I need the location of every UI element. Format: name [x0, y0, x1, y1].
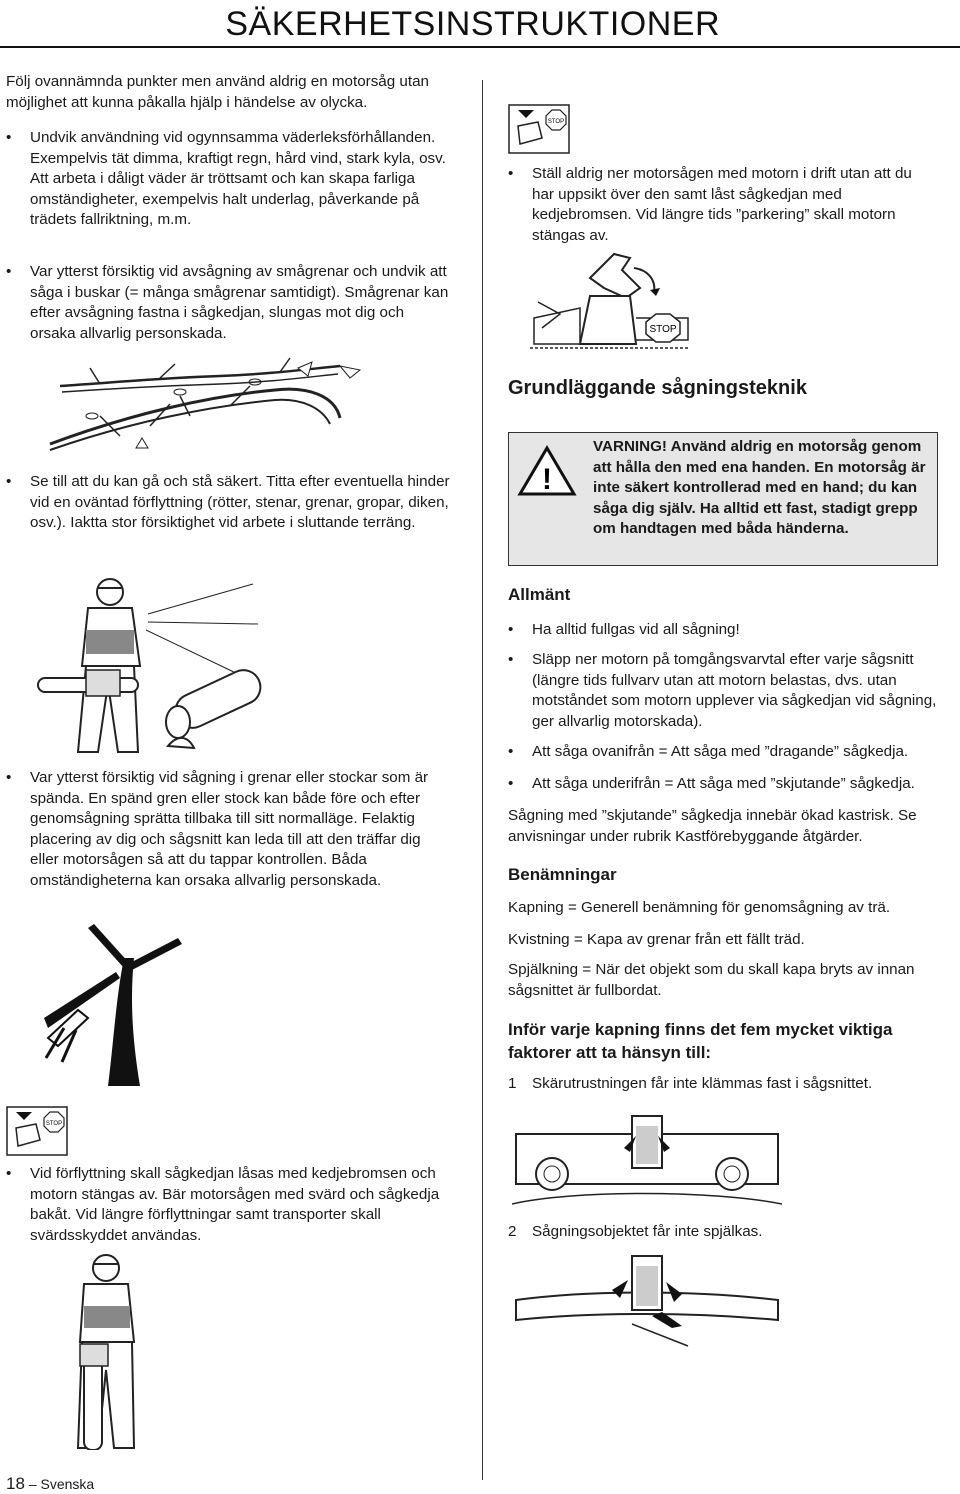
operator-carrying-saw-illustration — [68, 1250, 188, 1450]
list-item-text: Ställ aldrig ner motorsågen med motorn i drift utan att du har uppsikt över den samt låst sågkedjan med kedjebromsen. Vid längre tids ”parkering” skall motorn stängas av. — [532, 165, 912, 244]
bullet-dot: • — [508, 651, 514, 668]
parked-saw-illustration — [530, 248, 690, 358]
pinched-bar-illustration — [512, 1108, 782, 1208]
list-item-text: Undvik användning vid ogynnsamma väderleksförhållanden. Exempelvis tät dimma, kraftigt regn, hård vind, stark kyla, osv. Att arbeta i dåligt väder är tröttsamt och kan skapa farliga omständigheter, exempelvis halt underlag, påverkande på trädets fallriktning, m.m. — [30, 129, 446, 228]
item-text: Skärutrustningen får inte klämmas fast i sågsnittet. — [532, 1075, 873, 1092]
section-heading: Allmänt — [508, 585, 571, 604]
stop-label: STOP — [649, 324, 677, 335]
list-item-text: Att såga underifrån = Att såga med ”skjutande” sågkedja. — [532, 775, 915, 792]
warning-box — [508, 432, 938, 566]
list-item — [508, 742, 938, 763]
term-definition: Kapning = Generell benämning för genomsågning av trä. — [508, 899, 891, 916]
list-item — [6, 128, 452, 231]
term-definition: Kvistning = Kapa av grenar från ett fällt träd. — [508, 931, 805, 948]
list-item — [6, 262, 452, 344]
list-item-text: Var ytterst försiktig vid sågning i grenar eller stockar som är spända. En spänd gren eller stock kan både före och efter genomsågning sprätta tillbaka till sitt normalläge. Felaktig placering av dig och sågsnitt kan leda till att den träffar dig eller motorsågen så att du tappar kontrollen. Båda omständigheterna kan orsaka allvarlig personskada. — [30, 769, 429, 889]
bullet-dot: • — [508, 775, 514, 792]
list-item-text: Att såga ovanifrån = Att såga med ”dragande” sågkedja. — [532, 743, 909, 760]
bullet-dot: • — [6, 263, 12, 280]
list-item-text: Se till att du kan gå och stå säkert. Titta efter eventuella hinder vid en oväntad förflyttning (rötter, stenar, grenar, gropar, diken, osv.). Iaktta stor försiktighet vid arbete i sluttande terräng. — [30, 473, 450, 531]
list-item — [6, 1164, 452, 1246]
page-number: 18 — [6, 1473, 25, 1493]
list-item — [6, 472, 452, 534]
warning-triangle-icon — [517, 445, 577, 497]
factors-heading: Inför varje kapning finns det fem mycket viktiga faktorer att ta hänsyn till: — [508, 1020, 893, 1062]
section-heading: Grundläggande sågningsteknik — [508, 377, 807, 399]
bullet-dot: • — [6, 1165, 12, 1182]
column-divider — [482, 80, 483, 1480]
list-item — [508, 164, 938, 246]
item-number: 1 — [508, 1075, 517, 1092]
bullet-dot: • — [6, 129, 12, 146]
item-number: 2 — [508, 1223, 517, 1240]
numbered-item — [508, 1222, 938, 1243]
bullet-dot: • — [6, 769, 12, 786]
page-footer — [6, 1474, 94, 1494]
warning-text: VARNING! Använd aldrig en motorsåg genom att hålla den med ena handen. En motorsåg är inte säkert kontrollerad med en hand; du kan såga dig själv. Ha alltid ett fast, stadigt grepp om handtagen med båda händerna. — [593, 438, 926, 537]
operator-sawing-illustration — [28, 574, 268, 764]
stop-label: STOP — [45, 1121, 63, 1127]
list-item-text: Vid förflyttning skall sågkedjan låsas med kedjebromsen och motorn stängas av. Bär motorsågen med svärd och sågkedja bakåt. Vid längre förflyttningar samt transporter skall svärdsskyddet användas. — [30, 1165, 440, 1244]
term-definition: Spjälkning = När det objekt som du skall kapa bryts av innan sågsnittet är fullbordat. — [508, 961, 915, 999]
stop-label: STOP — [547, 119, 565, 125]
bullet-dot: • — [508, 621, 514, 638]
list-item — [508, 650, 938, 732]
intro-paragraph: Följ ovannämnda punkter men använd aldrig en motorsåg utan möjlighet att kunna påkalla hjälp i händelse av olycka. — [6, 73, 429, 111]
footer-language: Svenska — [40, 1475, 95, 1492]
splitting-log-illustration — [512, 1250, 782, 1350]
warning-mark: ! — [542, 463, 552, 496]
list-item-text: Var ytterst försiktig vid avsågning av smågrenar och undvik att såga i buskar (= många smågrenar samtidigt). Smågrenar kan efter avsågning fastna i sågkedjan, slungas mot dig och orsaka allvarlig personskada. — [30, 263, 449, 342]
push-chain-note: Sågning med ”skjutande” sågkedja innebär ökad kastrisk. Se anvisningar under rubrik Kastförebyggande åtgärder. — [508, 807, 917, 845]
stop-chainbrake-icon — [508, 104, 570, 154]
bullet-dot: • — [508, 165, 514, 182]
section-heading: Benämningar — [508, 865, 617, 884]
header-rule — [0, 46, 960, 48]
list-item — [6, 768, 452, 891]
list-item-text: Ha alltid fullgas vid all sågning! — [532, 621, 740, 638]
page-title: SÄKERHETSINSTRUKTIONER — [225, 5, 720, 43]
tension-branch-illustration — [28, 918, 208, 1088]
list-item — [508, 774, 938, 795]
bullet-dot: • — [508, 743, 514, 760]
footer-dash: – — [28, 1475, 37, 1492]
numbered-item — [508, 1074, 938, 1095]
branches-illustration — [40, 356, 440, 456]
list-item — [508, 620, 938, 641]
item-text: Sågningsobjektet får inte spjälkas. — [532, 1223, 763, 1240]
bullet-dot: • — [6, 473, 12, 490]
list-item-text: Släpp ner motorn på tomgångsvarvtal efter varje sågsnitt (längre tids fullvarv utan att motorn belastas, dvs. utan motståndet som motorn upplever via sågkedjan vid sågning, ger allvarlig motorskada). — [532, 651, 937, 730]
stop-chainbrake-icon — [6, 1106, 68, 1156]
